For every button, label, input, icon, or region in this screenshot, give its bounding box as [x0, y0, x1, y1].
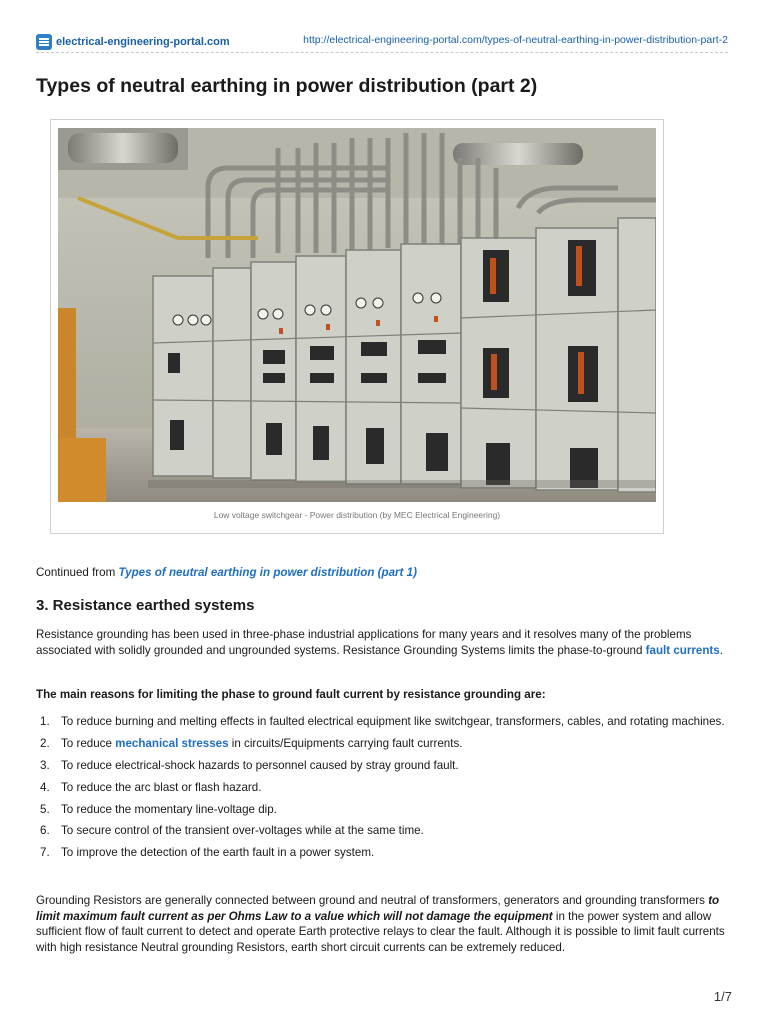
continued-prefix: Continued from [36, 566, 119, 579]
mechanical-stresses-link[interactable]: mechanical stresses [115, 736, 229, 750]
intro-paragraph [36, 627, 728, 658]
list-text: To reduce the momentary line-voltage dip. [61, 802, 277, 816]
list-number: 2. [40, 736, 50, 750]
list-number: 4. [40, 780, 50, 794]
continued-note [36, 565, 728, 581]
list-item [36, 736, 728, 752]
list-text: To reduce the arc blast or flash hazard. [61, 780, 262, 794]
list-text: To reduce electrical-shock hazards to personnel caused by stray ground fault. [61, 758, 459, 772]
list-number: 3. [40, 758, 50, 772]
list-number: 7. [40, 846, 50, 860]
reasons-heading: The main reasons for limiting the phase to ground fault current by resistance grounding are: [36, 688, 546, 701]
intro-end: . [719, 643, 723, 657]
site-name[interactable]: electrical-engineering-portal.com [56, 36, 230, 48]
intro-text: Resistance grounding has been used in three-phase industrial applications for many years and it resolves many of the problems associated with solidly grounded and ungrounded systems. Resistance Grounding Systems limits the phase-to-ground [36, 628, 692, 657]
list-item [36, 758, 728, 774]
page-title: Types of neutral earthing in power distribution (part 2) [36, 75, 538, 97]
list-text-end: in circuits/Equipments carrying fault currents. [228, 736, 463, 750]
list-item [36, 780, 728, 796]
closing-paragraph [36, 893, 728, 955]
closing-text: Grounding Resistors are generally connected between ground and neutral of transformers, generators and grounding transformers [36, 894, 709, 907]
site-link[interactable] [36, 34, 230, 50]
list-text: To improve the detection of the earth fault in a power system. [61, 846, 375, 860]
list-number: 5. [40, 802, 50, 816]
list-text: To reduce [61, 736, 116, 750]
fault-currents-link[interactable]: fault currents [645, 643, 720, 657]
closing-text-end: in the power system and allow sufficient flow of fault current to detect and operate Earth protective relays to clear the fault. Although it is possible to limit fault currents with high resistance Neutral grounding Resistors, earth short circuit currents can be extremely reduced. [36, 909, 725, 954]
list-item [36, 714, 728, 730]
list-item [36, 845, 728, 861]
closing-emphasis: to limit maximum fault current as per Ohms Law to a value which will not damage the equipment [36, 894, 720, 923]
page-header [36, 31, 728, 53]
list-text: To secure control of the transient over-voltages while at the same time. [61, 824, 424, 838]
part1-link[interactable]: Types of neutral earthing in power distribution (part 1) [118, 566, 417, 579]
switchgear-photo [58, 128, 656, 502]
document-icon [36, 34, 52, 50]
page-url[interactable]: http://electrical-engineering-portal.com/types-of-neutral-earthing-in-power-distribution-part-2 [303, 34, 728, 46]
figure-caption: Low voltage switchgear - Power distribution (by MEC Electrical Engineering) [213, 510, 501, 520]
reasons-list [36, 714, 728, 867]
page-number: 1/7 [713, 989, 732, 1004]
figure [50, 119, 664, 534]
list-text: To reduce burning and melting effects in faulted electrical equipment like switchgear, transformers, cables, and rotating machines. [61, 715, 725, 728]
list-number: 6. [40, 824, 50, 838]
list-item [36, 802, 728, 818]
section-heading: 3. Resistance earthed systems [36, 597, 255, 614]
list-item [36, 823, 728, 839]
list-number: 1. [40, 715, 50, 728]
